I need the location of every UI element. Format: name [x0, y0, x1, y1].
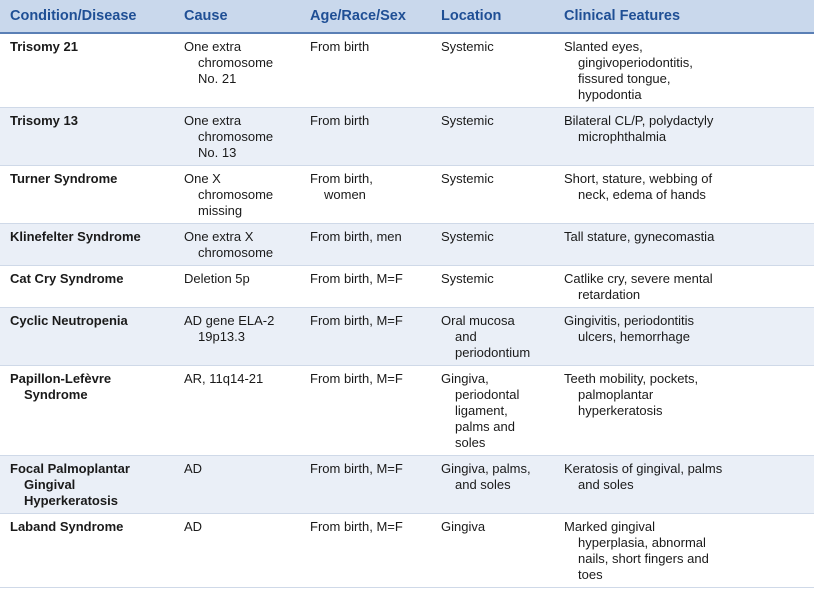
cause-cell [174, 266, 300, 308]
table-header [0, 0, 814, 33]
clinical-features-cell-text [564, 313, 810, 345]
location-cell [431, 366, 554, 456]
cell-line: From birth, M=F [310, 271, 403, 286]
age-race-sex-cell-text [310, 313, 427, 329]
cell-line: toes [578, 567, 603, 582]
clinical-features-cell-text [564, 171, 810, 203]
location-cell [431, 456, 554, 514]
cause-cell [174, 514, 300, 588]
cell-line: Systemic [441, 229, 494, 244]
clinical-features-cell [554, 308, 814, 366]
location-cell-text [441, 39, 550, 55]
location-cell-text [441, 229, 550, 245]
table-row [0, 308, 814, 366]
clinical-features-cell-text [564, 519, 810, 583]
condition-cell [0, 33, 174, 108]
cell-line: AR, 11q14-21 [184, 371, 264, 386]
cell-line: Deletion 5p [184, 271, 250, 286]
condition-cell [0, 514, 174, 588]
cell-line: Gingivitis, periodontitis [564, 313, 695, 328]
clinical-features-cell [554, 366, 814, 456]
location-cell-text [441, 519, 550, 535]
cell-line: Oral mucosa [441, 313, 515, 328]
age-race-sex-cell [300, 456, 431, 514]
cell-line: From birth [310, 113, 370, 128]
cell-line: Marked gingival [564, 519, 656, 534]
clinical-features-cell [554, 514, 814, 588]
cell-line: Klinefelter Syndrome [10, 229, 141, 244]
condition-cell-text [10, 229, 170, 245]
cell-line: No. 21 [198, 71, 237, 86]
cell-line: Slanted eyes, [564, 39, 643, 54]
cell-line: Trisomy 13 [10, 113, 78, 128]
cause-cell [174, 308, 300, 366]
location-cell [431, 308, 554, 366]
age-race-sex-cell [300, 514, 431, 588]
location-cell [431, 108, 554, 166]
age-race-sex-cell [300, 108, 431, 166]
cell-line: periodontium [455, 345, 531, 360]
clinical-features-cell [554, 224, 814, 266]
cell-line: From birth, M=F [310, 461, 403, 476]
cell-line: palmoplantar [578, 387, 654, 402]
cell-line: One extra [184, 113, 242, 128]
cell-line: nails, short fingers and [578, 551, 709, 566]
cause-cell [174, 224, 300, 266]
cell-line: Syndrome [24, 387, 88, 402]
condition-cell [0, 308, 174, 366]
cell-line: Trisomy 21 [10, 39, 78, 54]
age-race-sex-cell-text [310, 171, 427, 203]
cell-line: hyperkeratosis [578, 403, 663, 418]
cell-line: Gingival [24, 477, 76, 492]
cause-cell-text [184, 371, 296, 387]
table-body [0, 33, 814, 588]
age-race-sex-cell-text [310, 519, 427, 535]
cell-line: microphthalmia [578, 129, 667, 144]
age-race-sex-cell-text [310, 461, 427, 477]
location-cell-text [441, 271, 550, 287]
cell-line: Systemic [441, 271, 494, 286]
cell-line: ulcers, hemorrhage [578, 329, 690, 344]
clinical-features-cell-text [564, 271, 810, 303]
location-cell [431, 33, 554, 108]
condition-cell-text [10, 271, 170, 287]
condition-cell [0, 266, 174, 308]
cell-line: palms and [455, 419, 515, 434]
cell-line: Catlike cry, severe mental [564, 271, 713, 286]
condition-cell [0, 456, 174, 514]
cell-line: Hyperkeratosis [24, 493, 118, 508]
cell-line: and [455, 329, 477, 344]
cell-line: women [324, 187, 366, 202]
clinical-features-cell-text [564, 229, 810, 245]
cell-line: hyperplasia, abnormal [578, 535, 706, 550]
cell-line: chromosome [198, 55, 274, 70]
cell-line: Gingiva, [441, 371, 489, 386]
clinical-features-cell-text [564, 371, 810, 419]
table-row [0, 266, 814, 308]
cause-cell-text [184, 461, 296, 477]
age-race-sex-cell-text [310, 229, 427, 245]
cell-line: Papillon-Lefèvre [10, 371, 112, 386]
cause-cell [174, 33, 300, 108]
cell-line: Gingiva [441, 519, 486, 534]
condition-cell-text [10, 113, 170, 129]
cell-line: retardation [578, 287, 641, 302]
header-cause: Cause [174, 0, 300, 33]
cell-line: hypodontia [578, 87, 642, 102]
table-row [0, 166, 814, 224]
condition-cell-text [10, 313, 170, 329]
age-race-sex-cell-text [310, 271, 427, 287]
location-cell-text [441, 171, 550, 187]
condition-cell-text [10, 371, 170, 403]
cell-line: and soles [578, 477, 634, 492]
table-row [0, 456, 814, 514]
cause-cell-text [184, 171, 296, 219]
condition-cell-text [10, 39, 170, 55]
age-race-sex-cell [300, 308, 431, 366]
cause-cell-text [184, 271, 296, 287]
cell-line: gingivoperiodontitis, [578, 55, 693, 70]
age-race-sex-cell [300, 166, 431, 224]
cell-line: One extra X [184, 229, 254, 244]
cell-line: One X [184, 171, 221, 186]
age-race-sex-cell [300, 33, 431, 108]
cell-line: From birth, M=F [310, 313, 403, 328]
clinical-features-cell [554, 108, 814, 166]
cell-line: Systemic [441, 171, 494, 186]
cell-line: ligament, [455, 403, 508, 418]
cell-line: From birth, M=F [310, 371, 403, 386]
cause-cell-text [184, 39, 296, 87]
cell-line: fissured tongue, [578, 71, 671, 86]
table-row [0, 108, 814, 166]
clinical-features-cell [554, 456, 814, 514]
cell-line: Gingiva, palms, [441, 461, 531, 476]
location-cell [431, 266, 554, 308]
clinical-features-cell-text [564, 39, 810, 103]
cell-line: Laband Syndrome [10, 519, 124, 534]
location-cell [431, 514, 554, 588]
header-location: Location [431, 0, 554, 33]
clinical-features-cell [554, 33, 814, 108]
location-cell [431, 224, 554, 266]
cause-cell [174, 456, 300, 514]
cell-line: Bilateral CL/P, polydactyly [564, 113, 714, 128]
cell-line: AD [184, 461, 203, 476]
table-row [0, 514, 814, 588]
condition-cell [0, 166, 174, 224]
cell-line: From birth, [310, 171, 373, 186]
condition-cell-text [10, 519, 170, 535]
cell-line: chromosome [198, 129, 274, 144]
location-cell-text [441, 313, 550, 361]
cause-cell-text [184, 313, 296, 345]
cause-cell [174, 166, 300, 224]
header-clinical-features: Clinical Features [554, 0, 814, 33]
age-race-sex-cell-text [310, 113, 427, 129]
clinical-features-cell [554, 266, 814, 308]
cause-cell-text [184, 229, 296, 261]
condition-cell [0, 366, 174, 456]
condition-cell-text [10, 171, 170, 187]
header-age-race-sex: Age/Race/Sex [300, 0, 431, 33]
location-cell-text [441, 461, 550, 493]
location-cell [431, 166, 554, 224]
cause-cell-text [184, 113, 296, 161]
cell-line: 19p13.3 [198, 329, 245, 344]
cell-line: Systemic [441, 113, 494, 128]
cell-line: missing [198, 203, 243, 218]
cell-line: Cat Cry Syndrome [10, 271, 124, 286]
cell-line: Tall stature, gynecomastia [564, 229, 715, 244]
table-row [0, 366, 814, 456]
table-row [0, 224, 814, 266]
cell-line: Cyclic Neutropenia [10, 313, 128, 328]
cell-line: From birth [310, 39, 370, 54]
cell-line: From birth, men [310, 229, 402, 244]
cell-line: AD gene ELA-2 [184, 313, 275, 328]
age-race-sex-cell-text [310, 39, 427, 55]
cell-line: soles [455, 435, 486, 450]
age-race-sex-cell [300, 224, 431, 266]
condition-cell-text [10, 461, 170, 509]
cell-line: No. 13 [198, 145, 237, 160]
cell-line: Teeth mobility, pockets, [564, 371, 699, 386]
cell-line: AD [184, 519, 203, 534]
cell-line: neck, edema of hands [578, 187, 706, 202]
condition-cell [0, 224, 174, 266]
header-row [0, 0, 814, 33]
cell-line: Turner Syndrome [10, 171, 118, 186]
cell-line: Short, stature, webbing of [564, 171, 713, 186]
clinical-features-cell-text [564, 113, 810, 145]
cell-line: Systemic [441, 39, 494, 54]
location-cell-text [441, 371, 550, 451]
header-condition: Condition/Disease [0, 0, 174, 33]
cause-cell-text [184, 519, 296, 535]
clinical-features-cell-text [564, 461, 810, 493]
age-race-sex-cell [300, 266, 431, 308]
table-row [0, 33, 814, 108]
age-race-sex-cell [300, 366, 431, 456]
cell-line: Focal Palmoplantar [10, 461, 130, 476]
cell-line: and soles [455, 477, 511, 492]
condition-cell [0, 108, 174, 166]
cell-line: From birth, M=F [310, 519, 403, 534]
cell-line: chromosome [198, 245, 274, 260]
cell-line: Keratosis of gingival, palms [564, 461, 723, 476]
cause-cell [174, 108, 300, 166]
cell-line: One extra [184, 39, 242, 54]
cause-cell [174, 366, 300, 456]
cell-line: periodontal [455, 387, 520, 402]
cell-line: chromosome [198, 187, 274, 202]
location-cell-text [441, 113, 550, 129]
age-race-sex-cell-text [310, 371, 427, 387]
clinical-features-cell [554, 166, 814, 224]
